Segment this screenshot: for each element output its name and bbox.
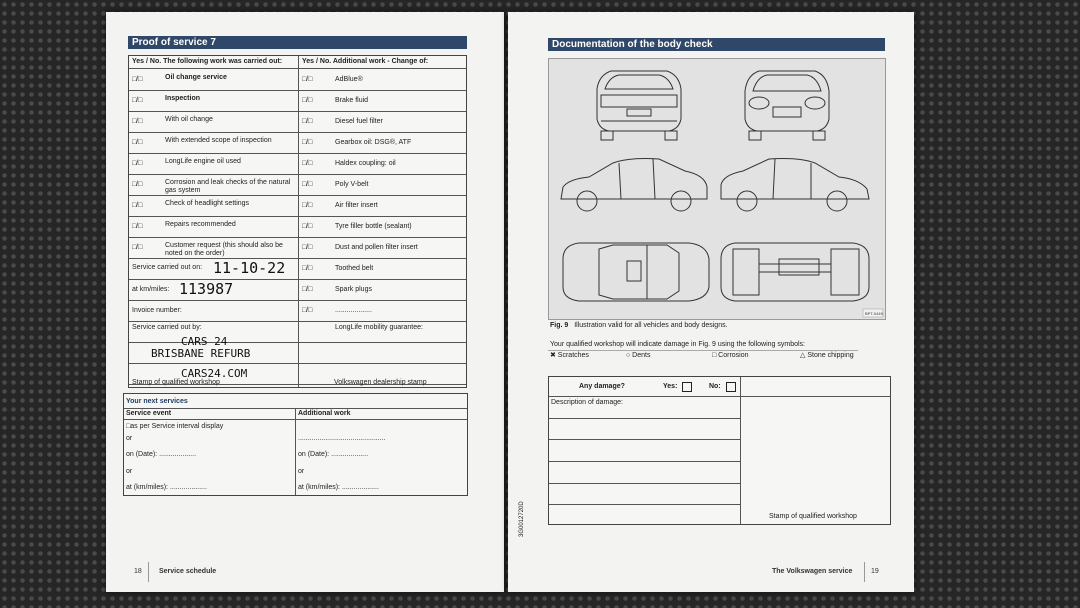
no-checkbox[interactable] <box>726 382 736 392</box>
left-row-checkbox[interactable]: □/□ <box>132 223 143 230</box>
km-label: at km/miles: <box>132 286 170 293</box>
symbol-stone-chipping: △ Stone chipping <box>800 352 854 359</box>
any-damage-label: Any damage? <box>579 383 625 390</box>
left-row-checkbox[interactable]: □/□ <box>132 118 143 125</box>
right-row-label: Gearbox oil: DSG®, ATF <box>335 139 412 146</box>
left-row-checkbox[interactable]: □/□ <box>132 202 143 209</box>
left-row-label: LongLife engine oil used <box>165 158 241 165</box>
figure-caption-text: Illustration valid for all vehicles and body designs. <box>574 322 728 329</box>
left-row-label: Inspection <box>165 95 201 102</box>
left-page-label: Service schedule <box>159 568 217 575</box>
left-row-checkbox[interactable]: □/□ <box>132 97 143 104</box>
left-row-checkbox[interactable]: □/□ <box>132 181 143 188</box>
right-row-label: ................... <box>335 307 372 314</box>
right-row-checkbox[interactable]: □/□ <box>302 202 313 209</box>
service-date-value: 11-10-22 <box>213 259 286 277</box>
right-row-checkbox[interactable]: □/□ <box>302 244 313 251</box>
or-label: or <box>126 435 133 442</box>
side-code: 3G0012720D <box>519 501 525 537</box>
right-page-number: 19 <box>871 568 879 575</box>
symbol-dents: ○ Dents <box>626 352 651 359</box>
left-row-checkbox[interactable]: □/□ <box>132 139 143 146</box>
car-side-view-right <box>721 159 869 212</box>
left-row-checkbox[interactable]: □/□ <box>132 76 143 83</box>
left-row-label: Oil change service <box>165 74 227 81</box>
symbol-scratches: ✖ Scratches <box>550 352 589 359</box>
right-row-label: Spark plugs <box>335 286 372 293</box>
body-check-title: Documentation of the body check <box>548 38 885 51</box>
right-row-label: Air filter insert <box>335 202 378 209</box>
right-row-checkbox[interactable]: □/□ <box>302 118 313 125</box>
car-diagram-svg <box>549 59 885 319</box>
service-carried-out-label: Service carried out on: <box>132 264 203 271</box>
left-row-checkbox[interactable]: □/□ <box>132 244 143 251</box>
right-row-checkbox[interactable]: □/□ <box>302 223 313 230</box>
stamp-line-3: CARS24.COM <box>181 367 248 380</box>
longlife-label: LongLife mobility guarantee: <box>335 324 423 331</box>
right-row-label: Haldex coupling: oil <box>335 160 396 167</box>
at-km-field: at (km/miles): ................... <box>126 484 207 491</box>
right-page <box>508 12 914 592</box>
right-row-checkbox[interactable]: □/□ <box>302 97 313 104</box>
on-date-field: on (Date): ................... <box>126 451 197 458</box>
additional-work-header: Additional work <box>298 410 351 417</box>
car-top-view <box>563 243 709 301</box>
car-rear-view <box>597 71 681 140</box>
right-row-label: Diesel fuel filter <box>335 118 383 125</box>
right-row-checkbox[interactable]: □/□ <box>302 307 313 314</box>
left-page <box>106 12 504 592</box>
right-row-label: Poly V-belt <box>335 181 369 188</box>
proof-of-service-title: Proof of service 7 <box>128 36 467 49</box>
col-right-header: Yes / No. Additional work - Change of: <box>302 58 429 65</box>
figure-code: BPT-0449 <box>865 311 883 316</box>
right-stamp-label: Stamp of qualified workshop <box>769 513 857 520</box>
stamp-line-2: BRISBANE REFURB <box>151 347 251 360</box>
left-row-label: Corrosion and leak checks of the natural gas system <box>165 179 291 194</box>
car-front-view <box>745 71 829 140</box>
right-row-label: Toothed belt <box>335 265 374 272</box>
yes-checkbox[interactable] <box>682 382 692 392</box>
left-row-label: Repairs recommended <box>165 221 236 228</box>
km-value: 113987 <box>179 280 234 298</box>
figure-label: Fig. 9 <box>550 322 569 329</box>
or-label-2: or <box>126 468 133 475</box>
right-row-label: Brake fluid <box>335 97 369 104</box>
at-km-field-right: at (km/miles): ................... <box>298 484 379 491</box>
left-row-label: With extended scope of inspection <box>165 137 272 144</box>
damage-table <box>548 376 891 525</box>
right-row-checkbox[interactable]: □/□ <box>302 160 313 167</box>
right-page-label: The Volkswagen service <box>772 568 853 575</box>
invoice-label: Invoice number: <box>132 307 182 314</box>
additional-dots: ............................................. <box>298 435 386 442</box>
no-label: No: <box>709 383 721 390</box>
on-date-field-right: on (Date): ................... <box>298 451 369 458</box>
next-services-title: Your next services <box>126 398 188 405</box>
right-row-checkbox[interactable]: □/□ <box>302 265 313 272</box>
yes-label: Yes: <box>663 383 678 390</box>
dealer-stamp-label: Volkswagen dealership stamp <box>334 379 427 386</box>
right-row-checkbox[interactable]: □/□ <box>302 139 313 146</box>
car-side-view-left <box>561 159 707 212</box>
car-underbody-view <box>721 243 869 301</box>
right-row-label: Dust and pollen filter insert <box>335 244 418 251</box>
right-row-checkbox[interactable]: □/□ <box>302 286 313 293</box>
right-row-label: AdBlue® <box>335 76 363 83</box>
right-row-checkbox[interactable]: □/□ <box>302 181 313 188</box>
right-row-checkbox[interactable]: □/□ <box>302 76 313 83</box>
car-diagram <box>548 58 886 320</box>
or-label-3: or <box>298 468 305 475</box>
right-row-label: Tyre filler bottle (sealant) <box>335 223 412 230</box>
service-table <box>128 55 467 388</box>
next-services-table <box>123 393 468 496</box>
service-event-header: Service event <box>126 410 172 417</box>
figure-caption <box>550 322 728 330</box>
left-row-label: Customer request (this should also be noted on the order) <box>165 242 283 257</box>
left-row-label: With oil change <box>165 116 213 123</box>
symbols-intro: Your qualified workshop will indicate damage in Fig. 9 using the following symbols: <box>550 341 805 348</box>
stamp-line-1: CARS 24 <box>181 335 228 348</box>
interval-option: □as per Service interval display <box>126 423 224 430</box>
left-row-label: Check of headlight settings <box>165 200 250 207</box>
description-label: Description of damage: <box>551 399 623 406</box>
carried-by-label: Service carried out by: <box>132 324 202 331</box>
symbol-corrosion: □ Corrosion <box>712 352 749 359</box>
left-row-checkbox[interactable]: □/□ <box>132 160 143 167</box>
col-left-header: Yes / No. The following work was carried out: <box>132 58 283 65</box>
left-page-number: 18 <box>134 568 142 575</box>
stamp-label: Stamp of qualified workshop <box>132 379 220 386</box>
